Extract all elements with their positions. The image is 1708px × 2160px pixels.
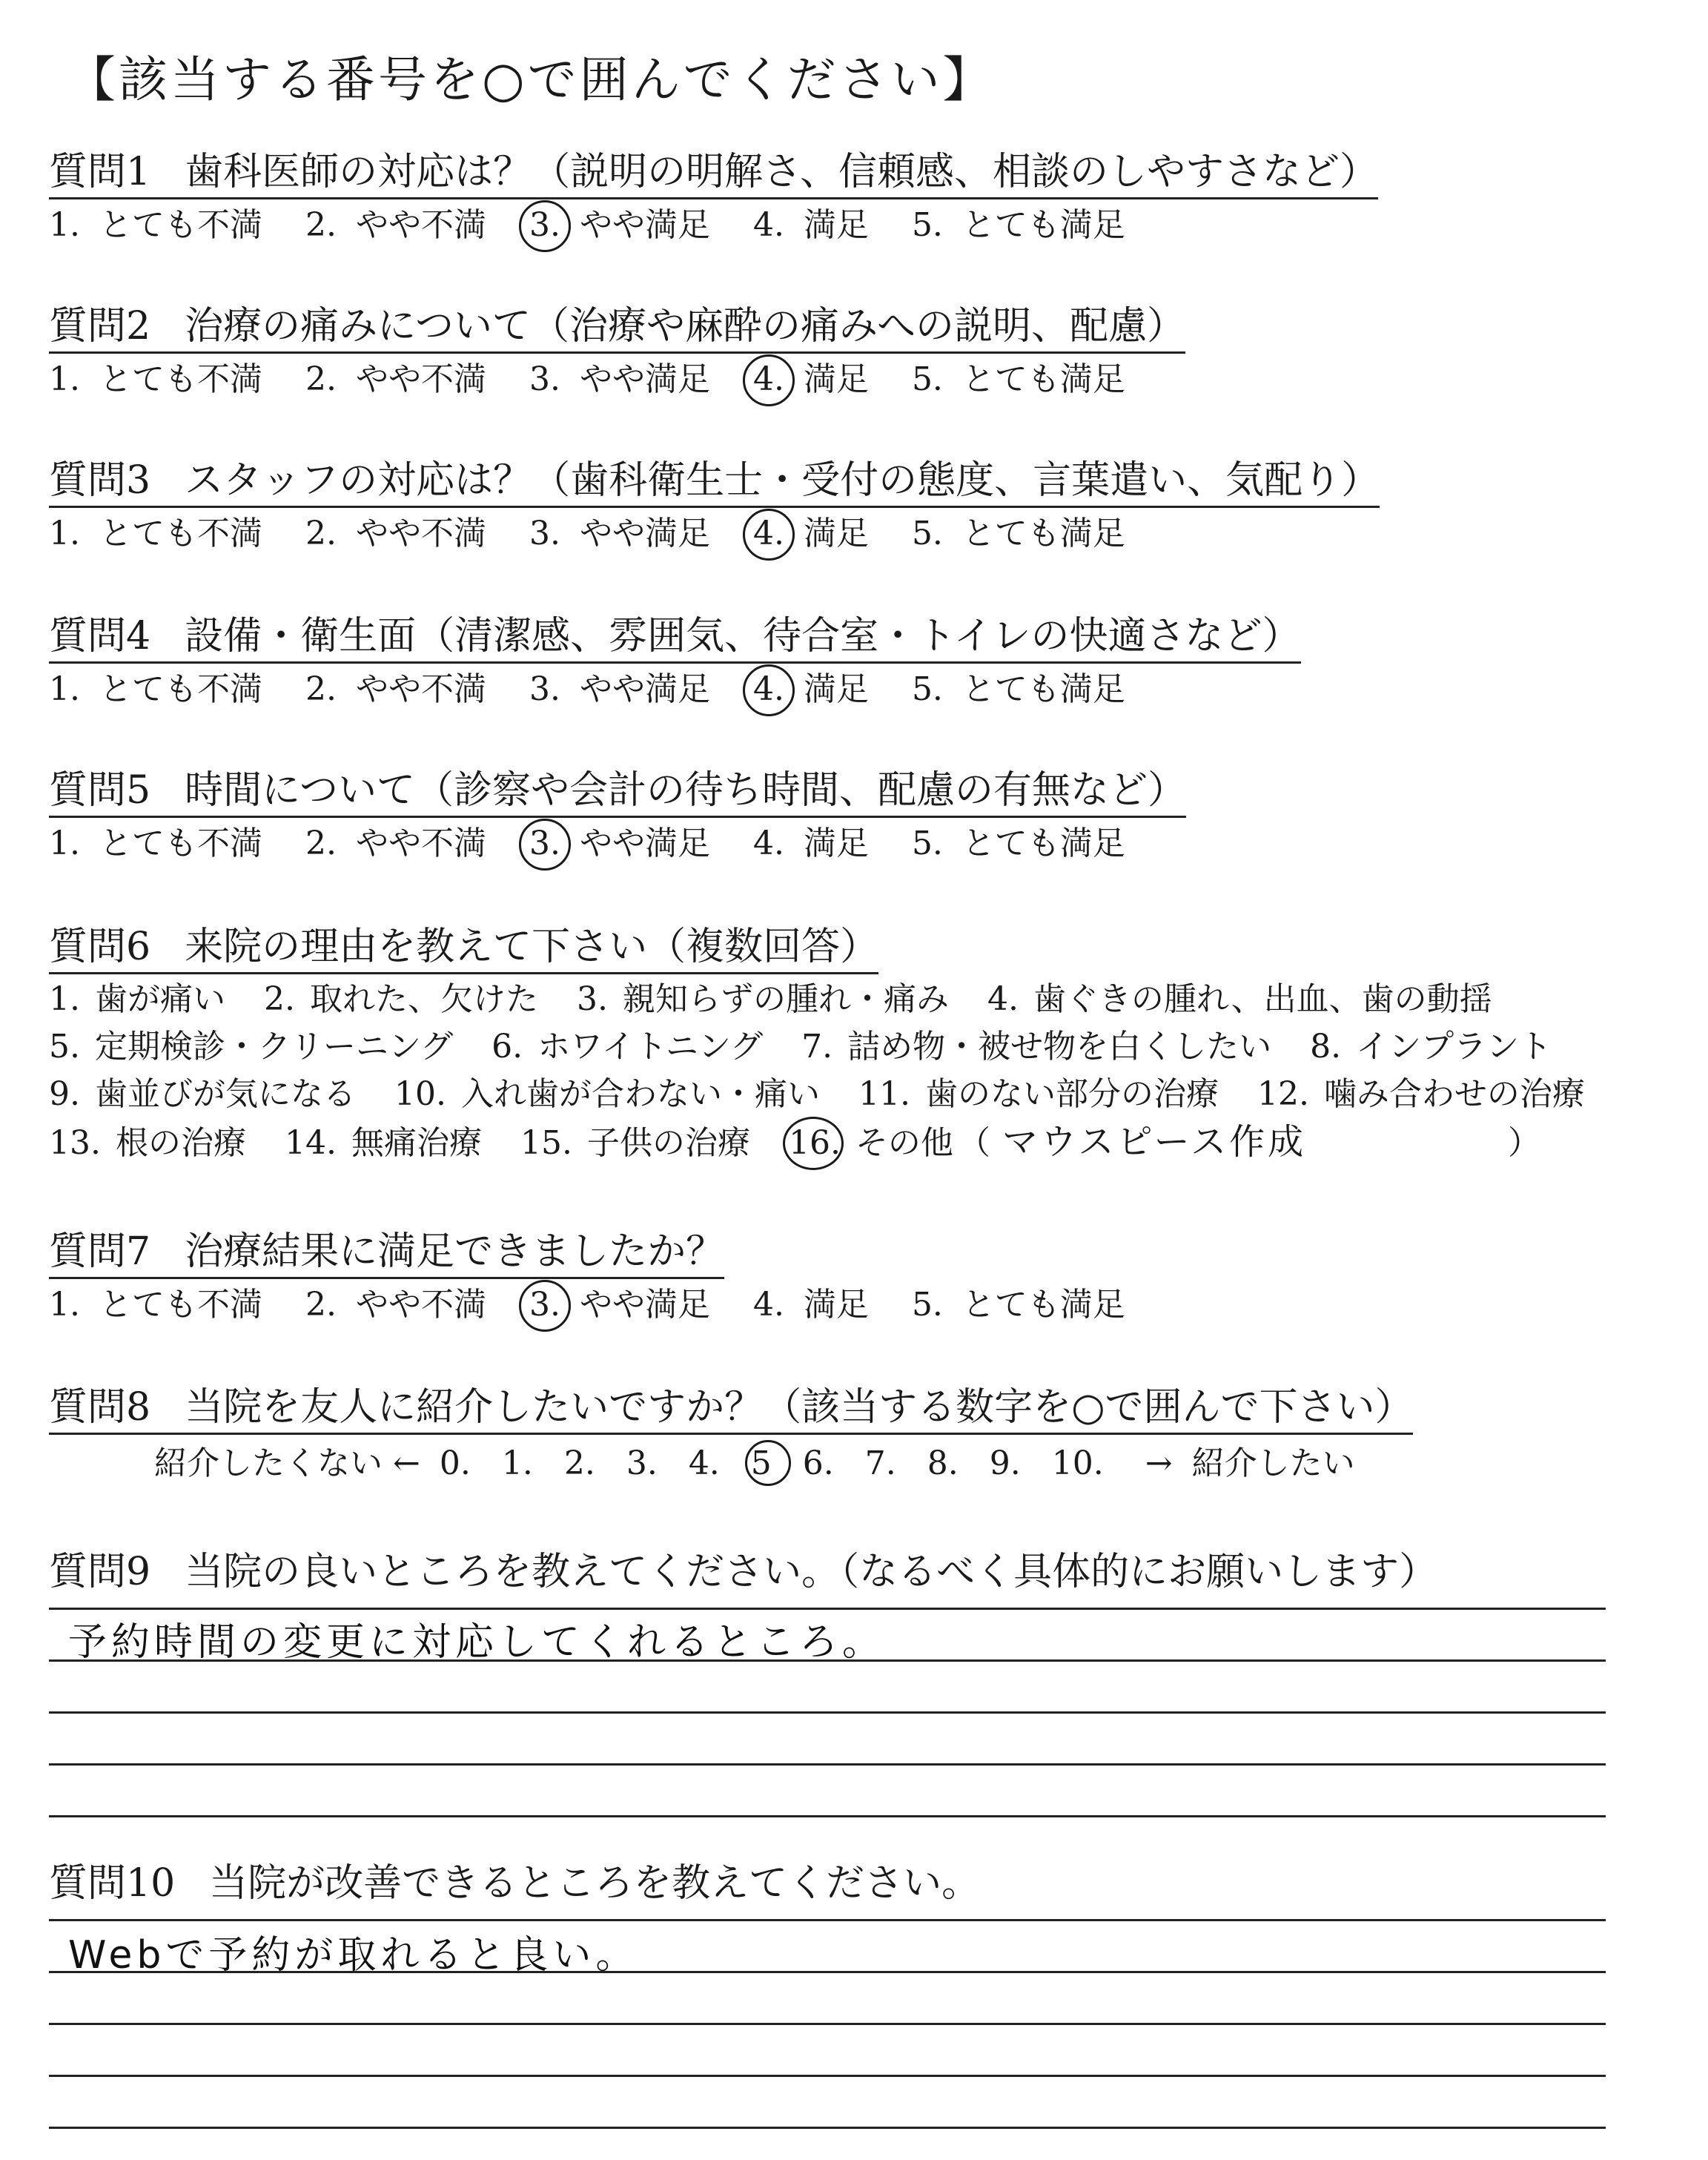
option-4 bbox=[753, 823, 869, 865]
question-7-options bbox=[49, 1284, 1125, 1326]
option-number: 2. bbox=[263, 980, 295, 1018]
option-number: 5. bbox=[49, 1028, 80, 1066]
option-label: やや満足 bbox=[579, 825, 710, 862]
option-label: とても満足 bbox=[961, 1286, 1125, 1324]
option-1 bbox=[49, 513, 262, 555]
question-number: 質問3 bbox=[49, 458, 151, 503]
reason-option bbox=[987, 979, 1492, 1020]
option-number: 4. bbox=[987, 980, 1019, 1018]
question-2-title bbox=[49, 303, 1185, 354]
option-1 bbox=[49, 669, 262, 710]
option-label: 定期検診・クリーニング bbox=[94, 1028, 454, 1066]
question-9-answer: 予約時間の変更に対応してくれるところ。 bbox=[68, 1620, 886, 1665]
question-text: 歯科医師の対応は？（説明の明解さ、信頼感、相談のしやすさなど） bbox=[185, 150, 1379, 194]
option-3 bbox=[529, 669, 710, 710]
option-number: 3. bbox=[529, 360, 560, 398]
option-number: 3. bbox=[576, 980, 608, 1018]
scale-number: 7. bbox=[864, 1444, 896, 1482]
question-text: 来院の理由を教えて下さい（複数回答） bbox=[185, 925, 879, 969]
reason-option bbox=[577, 979, 949, 1020]
option-5 bbox=[912, 823, 1125, 865]
option-label: インプラント bbox=[1356, 1028, 1552, 1066]
option-4 bbox=[753, 669, 869, 710]
option-number: 1. bbox=[49, 825, 80, 862]
answer-line bbox=[49, 1608, 1606, 1610]
answer-line bbox=[49, 1815, 1606, 1817]
option-number: 1. bbox=[49, 980, 80, 1018]
option-number: 1. bbox=[49, 206, 80, 244]
option-label: 詰め物・被せ物を白くしたい bbox=[847, 1028, 1272, 1066]
question-number: 質問4 bbox=[49, 614, 151, 658]
option-label: 噛み合わせの治療 bbox=[1323, 1075, 1585, 1113]
option-number: 6. bbox=[491, 1028, 523, 1066]
paren-open: （ bbox=[957, 1124, 990, 1162]
question-number: 質問8 bbox=[49, 1385, 151, 1430]
option-4 bbox=[753, 513, 869, 555]
option-number: 2. bbox=[305, 360, 337, 398]
option-number: 3. bbox=[529, 206, 560, 244]
option-number: 2. bbox=[305, 670, 337, 708]
option-label: とても満足 bbox=[961, 825, 1125, 862]
option-1 bbox=[49, 359, 262, 400]
option-number: 14. bbox=[284, 1124, 337, 1162]
option-label: 満足 bbox=[803, 515, 869, 552]
option-number: 2. bbox=[305, 825, 337, 862]
question-8-title bbox=[49, 1384, 1413, 1435]
reason-option bbox=[801, 1026, 1271, 1068]
reason-option bbox=[49, 1026, 453, 1068]
question-4-title bbox=[49, 612, 1301, 664]
scale-number: 0. bbox=[439, 1444, 471, 1482]
option-label: とても満足 bbox=[961, 360, 1125, 398]
option-label: とても不満 bbox=[99, 206, 262, 244]
option-1 bbox=[49, 1284, 262, 1326]
option-label: その他 bbox=[855, 1124, 953, 1162]
option-number: 13. bbox=[49, 1124, 101, 1162]
question-number: 質問10 bbox=[49, 1861, 176, 1906]
scale-number: 9. bbox=[989, 1444, 1021, 1482]
header-instruction: 【該当する番号を○で囲んでください】 bbox=[67, 51, 995, 108]
reason-option bbox=[49, 979, 225, 1020]
question-9-title bbox=[49, 1548, 1437, 1596]
option-5 bbox=[912, 205, 1125, 246]
question-2-options bbox=[49, 359, 1125, 400]
paren-close: ） bbox=[1507, 1124, 1540, 1162]
scale-number: 8. bbox=[927, 1444, 959, 1482]
option-4 bbox=[753, 1284, 869, 1326]
option-number: 2. bbox=[305, 1286, 337, 1324]
option-number: 1. bbox=[49, 515, 80, 552]
option-label: とても不満 bbox=[99, 670, 262, 708]
option-number: 11. bbox=[858, 1075, 910, 1113]
answer-line bbox=[49, 1971, 1606, 1973]
option-label: やや不満 bbox=[355, 515, 486, 552]
question-text: 治療結果に満足できましたか？ bbox=[185, 1229, 725, 1274]
option-number: 4. bbox=[752, 670, 784, 708]
question-1-options bbox=[49, 205, 1125, 246]
reason-option bbox=[858, 1074, 1219, 1115]
option-label: やや満足 bbox=[579, 206, 710, 244]
option-label: 根の治療 bbox=[115, 1124, 246, 1162]
answer-line bbox=[49, 2023, 1606, 2025]
option-number: 3. bbox=[529, 825, 560, 862]
other-handwritten-answer: マウスピース作成 bbox=[1002, 1121, 1307, 1163]
question-3-options bbox=[49, 513, 1125, 555]
question-10-answer: Webで予約が取れると良い。 bbox=[68, 1933, 639, 1978]
option-label: 満足 bbox=[803, 360, 869, 398]
answer-line bbox=[49, 1659, 1606, 1662]
scale-number: 10. bbox=[1051, 1444, 1104, 1482]
reason-option bbox=[394, 1074, 820, 1115]
option-number: 4. bbox=[752, 360, 784, 398]
option-label: 歯のない部分の治療 bbox=[924, 1075, 1219, 1113]
option-label: 歯並びが気になる bbox=[94, 1075, 356, 1113]
option-number: 5. bbox=[911, 1286, 943, 1324]
reason-option bbox=[520, 1123, 750, 1164]
option-label: やや不満 bbox=[355, 206, 486, 244]
option-label: 親知らずの腫れ・痛み bbox=[622, 980, 949, 1018]
option-label: とても不満 bbox=[99, 825, 262, 862]
option-5 bbox=[912, 1284, 1125, 1326]
option-label: やや不満 bbox=[355, 825, 486, 862]
question-5-title bbox=[49, 767, 1186, 818]
scale-number: 4. bbox=[688, 1444, 720, 1482]
option-label: やや満足 bbox=[579, 1286, 710, 1324]
option-2 bbox=[305, 205, 486, 246]
answer-line bbox=[49, 1763, 1606, 1766]
option-label: 満足 bbox=[803, 670, 869, 708]
option-2 bbox=[305, 669, 486, 710]
option-label: やや満足 bbox=[579, 515, 710, 552]
reason-option bbox=[49, 1123, 246, 1164]
option-number: 1. bbox=[49, 1286, 80, 1324]
option-label: やや不満 bbox=[355, 360, 486, 398]
option-number: 5. bbox=[911, 206, 943, 244]
option-5 bbox=[912, 669, 1125, 710]
option-number: 5. bbox=[911, 515, 943, 552]
question-number: 質問7 bbox=[49, 1229, 151, 1274]
question-8-scale bbox=[154, 1443, 1355, 1484]
question-5-options bbox=[49, 823, 1125, 865]
question-number: 質問9 bbox=[49, 1550, 151, 1594]
scale-number: 2. bbox=[563, 1444, 595, 1482]
option-number: 4. bbox=[752, 1286, 784, 1324]
question-10-title bbox=[49, 1860, 980, 1907]
option-5 bbox=[912, 513, 1125, 555]
option-3 bbox=[529, 205, 710, 246]
scale-number: 1. bbox=[501, 1444, 533, 1482]
option-number: 16. bbox=[788, 1124, 841, 1162]
scale-right-label: 紹介したい bbox=[1191, 1444, 1355, 1482]
option-number: 9. bbox=[49, 1075, 80, 1113]
option-number: 2. bbox=[305, 206, 337, 244]
option-number: 5. bbox=[911, 825, 943, 862]
option-label: 取れた、欠けた bbox=[309, 980, 538, 1018]
option-number: 4. bbox=[752, 515, 784, 552]
option-label: ホワイトニング bbox=[537, 1028, 764, 1066]
q6-option-row bbox=[49, 979, 1531, 1020]
option-label: 歯ぐきの腫れ、出血、歯の動揺 bbox=[1033, 980, 1492, 1018]
question-1-title bbox=[49, 148, 1378, 199]
option-number: 10. bbox=[394, 1075, 446, 1113]
question-4-options bbox=[49, 669, 1125, 710]
option-3 bbox=[529, 1284, 710, 1326]
question-7-title bbox=[49, 1228, 724, 1279]
question-3-title bbox=[49, 457, 1380, 508]
answer-line bbox=[49, 1919, 1606, 1921]
option-number: 3. bbox=[529, 1286, 560, 1324]
question-number: 質問1 bbox=[49, 150, 151, 194]
option-label: 入れ歯が合わない・痛い bbox=[460, 1075, 820, 1113]
answer-line bbox=[49, 2127, 1606, 2129]
reason-option bbox=[285, 1123, 482, 1164]
option-3 bbox=[529, 513, 710, 555]
option-number: 3. bbox=[529, 670, 560, 708]
option-label: やや不満 bbox=[355, 1286, 486, 1324]
option-4 bbox=[753, 359, 869, 400]
reason-option bbox=[49, 1074, 356, 1115]
option-number: 4. bbox=[752, 206, 784, 244]
option-number: 2. bbox=[305, 515, 337, 552]
option-number: 5. bbox=[911, 360, 943, 398]
option-number: 15. bbox=[520, 1124, 572, 1162]
option-label: やや不満 bbox=[355, 670, 486, 708]
option-5 bbox=[912, 359, 1125, 400]
option-label: とても満足 bbox=[961, 515, 1125, 552]
reason-option bbox=[1257, 1074, 1585, 1115]
option-number: 5. bbox=[911, 670, 943, 708]
option-label: とても満足 bbox=[961, 206, 1125, 244]
left-arrow-icon: ← bbox=[393, 1444, 420, 1482]
option-number: 3. bbox=[529, 515, 560, 552]
answer-line bbox=[49, 1711, 1606, 1714]
reason-option-other bbox=[789, 1121, 1540, 1164]
option-2 bbox=[305, 1284, 486, 1326]
scale-numbers bbox=[440, 1444, 1135, 1482]
right-arrow-icon: → bbox=[1145, 1444, 1173, 1482]
option-number: 4. bbox=[752, 825, 784, 862]
scale-number: 6. bbox=[802, 1444, 834, 1482]
option-label: 満足 bbox=[803, 825, 869, 862]
option-label: 満足 bbox=[803, 1286, 869, 1324]
option-label: とても不満 bbox=[99, 360, 262, 398]
option-2 bbox=[305, 359, 486, 400]
option-number: 8. bbox=[1310, 1028, 1342, 1066]
option-label: やや満足 bbox=[579, 360, 710, 398]
option-4 bbox=[753, 205, 869, 246]
option-number: 7. bbox=[801, 1028, 833, 1066]
option-label: やや満足 bbox=[579, 670, 710, 708]
reason-option bbox=[1310, 1026, 1552, 1068]
question-text: 当院が改善できるところを教えてください。 bbox=[209, 1861, 981, 1906]
scale-number: 5 bbox=[751, 1443, 772, 1484]
option-label: とても満足 bbox=[961, 670, 1125, 708]
option-number: 1. bbox=[49, 670, 80, 708]
option-label: とても不満 bbox=[99, 515, 262, 552]
question-text: スタッフの対応は？（歯科衛生士・受付の態度、言葉遣い、気配り） bbox=[185, 458, 1380, 503]
q6-option-row bbox=[49, 1026, 1590, 1068]
option-2 bbox=[305, 823, 486, 865]
question-text: 設備・衛生面（清潔感、雰囲気、待合室・トイレの快適さなど） bbox=[185, 614, 1301, 658]
option-number: 12. bbox=[1257, 1075, 1309, 1113]
option-3 bbox=[529, 359, 710, 400]
option-label: 無痛治療 bbox=[351, 1124, 482, 1162]
question-text: 当院の良いところを教えてください。（なるべく具体的にお願いします） bbox=[185, 1550, 1438, 1594]
option-2 bbox=[305, 513, 486, 555]
option-label: 子供の治療 bbox=[586, 1124, 750, 1162]
option-label: とても不満 bbox=[99, 1286, 262, 1324]
scale-left-label: 紹介したくない bbox=[154, 1444, 383, 1482]
reason-option bbox=[264, 979, 538, 1020]
answer-line bbox=[49, 2075, 1606, 2077]
option-3 bbox=[529, 823, 710, 865]
option-label: 歯が痛い bbox=[94, 980, 225, 1018]
option-label: 満足 bbox=[803, 206, 869, 244]
question-text: 治療の痛みについて（治療や麻酔の痛みへの説明、配慮） bbox=[185, 304, 1186, 349]
q6-option-row bbox=[49, 1074, 1623, 1115]
reason-option bbox=[491, 1026, 763, 1068]
question-text: 時間について（診察や会計の待ち時間、配慮の有無など） bbox=[185, 768, 1187, 813]
option-number: 1. bbox=[49, 360, 80, 398]
question-number: 質問2 bbox=[49, 304, 151, 349]
question-number: 質問5 bbox=[49, 768, 151, 813]
question-6-title bbox=[49, 923, 878, 974]
q6-option-row bbox=[49, 1121, 1579, 1164]
scale-number: 3. bbox=[626, 1444, 658, 1482]
option-1 bbox=[49, 205, 262, 246]
question-text: 当院を友人に紹介したいですか？（該当する数字を○で囲んで下さい） bbox=[185, 1385, 1414, 1430]
question-number: 質問6 bbox=[49, 925, 151, 969]
option-1 bbox=[49, 823, 262, 865]
